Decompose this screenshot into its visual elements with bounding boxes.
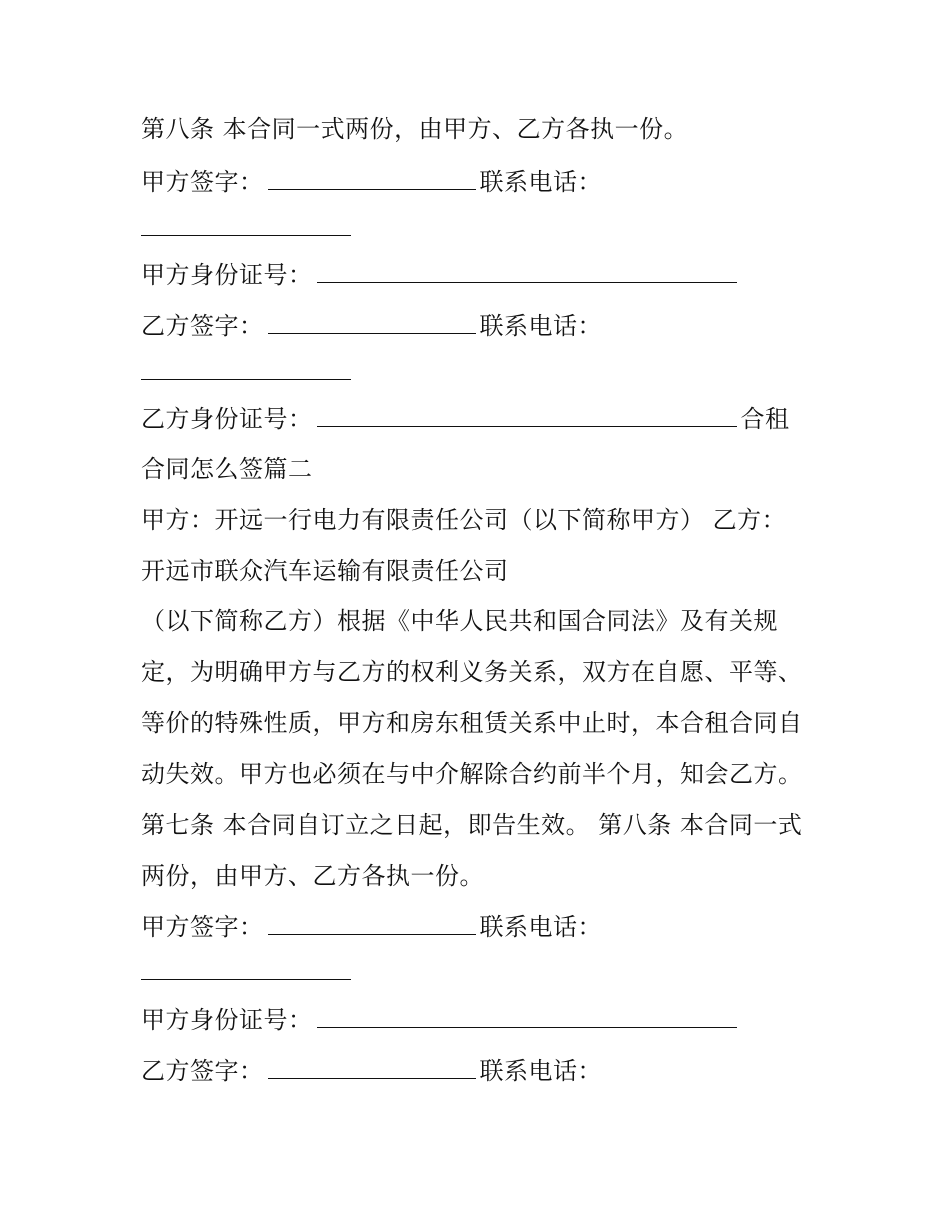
- party-a-signature-line: [141, 910, 602, 943]
- section-heading: [141, 453, 313, 485]
- party-b-signature-label: 乙方签字：: [141, 312, 264, 340]
- party-b-signature-label: 乙方签字：: [141, 1057, 264, 1085]
- party-a-id-line: [141, 258, 741, 291]
- party-a-signature-label: 甲方签字：: [141, 168, 264, 196]
- party-b-signature-line: [141, 1054, 602, 1087]
- party-a-id-label: 甲方身份证号：: [141, 261, 313, 289]
- party-a-id-blank[interactable]: [317, 1003, 737, 1028]
- party-b-phone-blank[interactable]: [141, 379, 351, 380]
- body-line: [141, 656, 803, 688]
- party-a-signature-blank[interactable]: [268, 165, 476, 190]
- party-a-signature-blank[interactable]: [268, 910, 476, 935]
- party-a-phone-blank[interactable]: [141, 979, 351, 980]
- party-a-signature-line: [141, 165, 602, 198]
- heading-fragment: 合租: [740, 405, 790, 433]
- party-a-phone-label: 联系电话：: [479, 913, 602, 941]
- party-a-id-label: 甲方身份证号：: [141, 1006, 313, 1034]
- party-b-name: 开远市联众汽车运输有限责任公司: [141, 557, 509, 585]
- paragraph-text: 定，为明确甲方与乙方的权利义务关系，双方在自愿、平等、: [141, 658, 803, 686]
- body-line: [141, 809, 802, 841]
- parties-text: 甲方：开远一行电力有限责任公司（以下简称甲方） 乙方：: [141, 506, 787, 534]
- body-line: [141, 860, 484, 892]
- body-line: [141, 504, 786, 536]
- paragraph-text: 等价的特殊性质，甲方和房东租赁关系中止时，本合租合同自: [141, 709, 803, 737]
- clause-8-text: [141, 113, 688, 145]
- section-heading-text: 合同怎么签篇二: [141, 455, 313, 483]
- paragraph-text: 动失效。甲方也必须在与中介解除合约前半个月，知会乙方。: [141, 760, 803, 788]
- party-a-signature-label: 甲方签字：: [141, 913, 264, 941]
- clause-7-text: 第七条 本合同自订立之日起，即告生效。 第八条 本合同一式: [141, 811, 803, 839]
- clause-8-sentence: 第八条 本合同一式两份，由甲方、乙方各执一份。: [141, 115, 689, 143]
- party-a-phone-label: 联系电话：: [479, 168, 602, 196]
- party-b-phone-label: 联系电话：: [479, 312, 602, 340]
- party-b-signature-line: [141, 309, 602, 342]
- body-line: [141, 707, 803, 739]
- body-line: [141, 758, 803, 790]
- clause-8-continued: 两份，由甲方、乙方各执一份。: [141, 862, 484, 890]
- body-line: [141, 605, 778, 637]
- party-b-id-line: [141, 402, 790, 435]
- body-line: [141, 555, 509, 587]
- party-b-phone-label: 联系电话：: [479, 1057, 602, 1085]
- party-a-id-blank[interactable]: [317, 258, 737, 283]
- party-a-phone-blank[interactable]: [141, 235, 351, 236]
- party-b-id-label: 乙方身份证号：: [141, 405, 313, 433]
- paragraph-text: （以下简称乙方）根据《中华人民共和国合同法》及有关规: [141, 607, 778, 635]
- party-b-signature-blank[interactable]: [268, 1054, 476, 1079]
- party-a-id-line: [141, 1003, 741, 1036]
- party-b-id-blank[interactable]: [317, 402, 737, 427]
- party-b-signature-blank[interactable]: [268, 309, 476, 334]
